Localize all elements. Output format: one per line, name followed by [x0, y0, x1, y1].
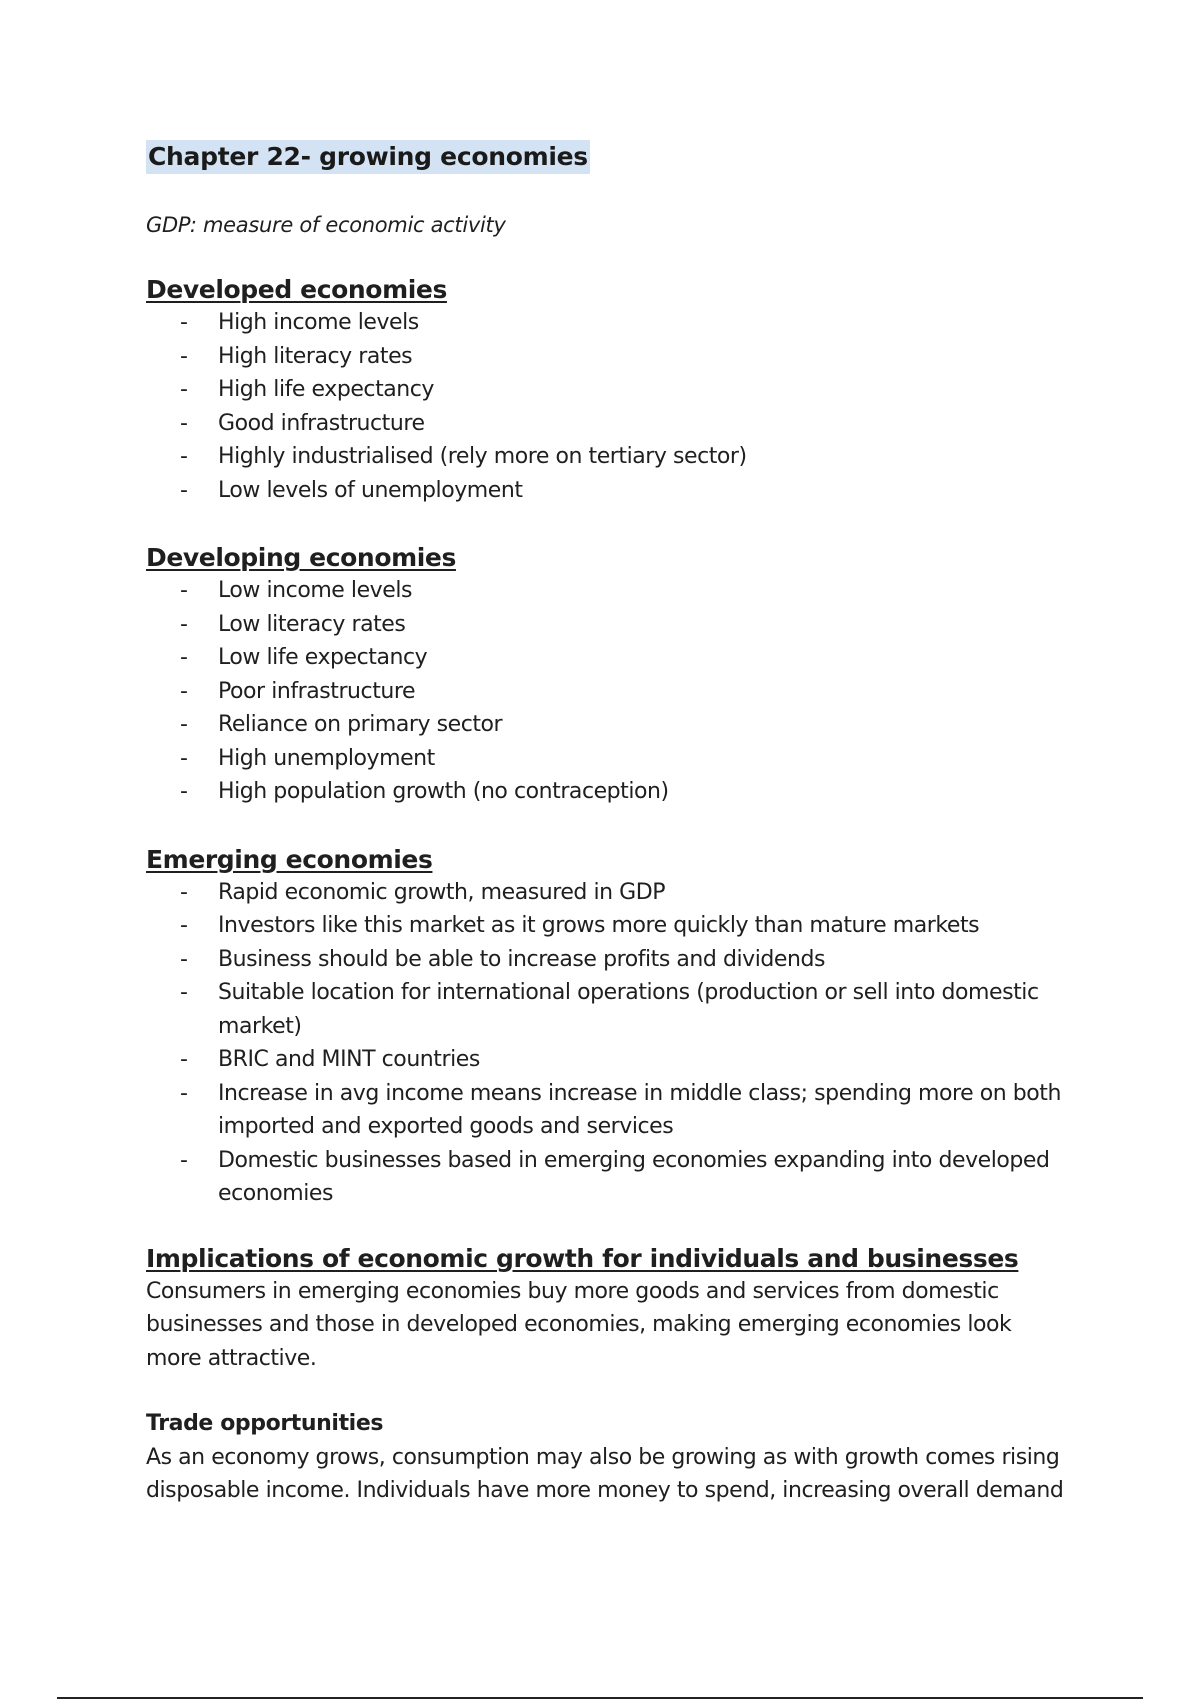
section-developed: [146, 274, 1066, 507]
chapter-title: Chapter 22- growing economies: [146, 140, 590, 174]
list-item: - Reliance on primary sector: [146, 708, 1066, 742]
section-developing: [146, 542, 1066, 809]
section-implications: [146, 1243, 1066, 1376]
list-item: - Poor infrastructure: [146, 675, 1066, 709]
section-heading-implications: Implications of economic growth for individuals and businesses: [146, 1243, 1019, 1273]
dash-bullet: -: [180, 913, 188, 938]
dash-bullet: -: [180, 611, 188, 637]
dash-bullet: -: [180, 745, 188, 771]
dash-bullet: -: [180, 980, 188, 1005]
developing-list: [146, 574, 1066, 809]
developed-list: [146, 306, 1066, 507]
gdp-definition: GDP: measure of economic activity: [146, 213, 506, 237]
dash-bullet: -: [180, 879, 188, 905]
list-item: - High life expectancy: [146, 373, 1066, 407]
page-title: [146, 140, 1066, 174]
dash-bullet: -: [180, 1047, 188, 1072]
section-trade: [146, 1407, 1066, 1508]
list-item: - Highly industrialised (rely more on tertiary sector): [146, 440, 1066, 474]
list-item: - High population growth (no contraception): [146, 775, 1066, 809]
list-item: - Rapid economic growth, measured in GDP: [146, 876, 1066, 910]
dash-bullet: -: [180, 377, 188, 402]
list-item: - High income levels: [146, 306, 1066, 340]
dash-bullet: -: [180, 444, 188, 469]
list-item: - Suitable location for international operations (production or sell into domestic market): [146, 976, 1066, 1043]
dash-bullet: -: [180, 1147, 188, 1173]
dash-bullet: -: [180, 779, 188, 804]
list-item: - Increase in avg income means increase in middle class; spending more on both imported and exported goods and services: [146, 1077, 1066, 1144]
list-item: - Low life expectancy: [146, 641, 1066, 675]
section-heading-developed: Developed economies: [146, 275, 447, 304]
list-item: - High literacy rates: [146, 340, 1066, 374]
section-emerging: [146, 844, 1066, 1211]
dash-bullet: -: [180, 310, 188, 335]
list-item: - Investors like this market as it grows more quickly than mature markets: [146, 909, 1066, 943]
list-item: - High unemployment: [146, 742, 1066, 776]
list-item: - Business should be able to increase profits and dividends: [146, 943, 1066, 977]
trade-heading: Trade opportunities: [146, 1411, 384, 1436]
list-item: - Domestic businesses based in emerging economies expanding into developed economies: [146, 1144, 1066, 1211]
dash-bullet: -: [180, 578, 188, 603]
dash-bullet: -: [180, 343, 188, 369]
list-item: - BRIC and MINT countries: [146, 1043, 1066, 1077]
trade-paragraph: As an economy grows, consumption may also be growing as with growth comes rising disposable income. Individuals have more money to spend, increasing overall demand: [146, 1444, 1064, 1503]
list-item: - Low income levels: [146, 574, 1066, 608]
dash-bullet: -: [180, 477, 188, 503]
section-heading-developing: Developing economies: [146, 543, 456, 572]
dash-bullet: -: [180, 1080, 188, 1106]
document-page: [146, 140, 1066, 1508]
dash-bullet: -: [180, 712, 188, 737]
footer-rule: [57, 1697, 1143, 1699]
dash-bullet: -: [180, 645, 188, 670]
list-item: - Low literacy rates: [146, 608, 1066, 642]
dash-bullet: -: [180, 946, 188, 972]
section-heading-emerging: Emerging economies: [146, 844, 433, 874]
list-item: - Low levels of unemployment: [146, 474, 1066, 508]
dash-bullet: -: [180, 410, 188, 436]
dash-bullet: -: [180, 678, 188, 704]
list-item: - Good infrastructure: [146, 407, 1066, 441]
emerging-list: [146, 876, 1066, 1211]
implications-paragraph: Consumers in emerging economies buy more goods and services from domestic businesses and those in developed economies, making emerging economies look more attractive.: [146, 1278, 1012, 1371]
